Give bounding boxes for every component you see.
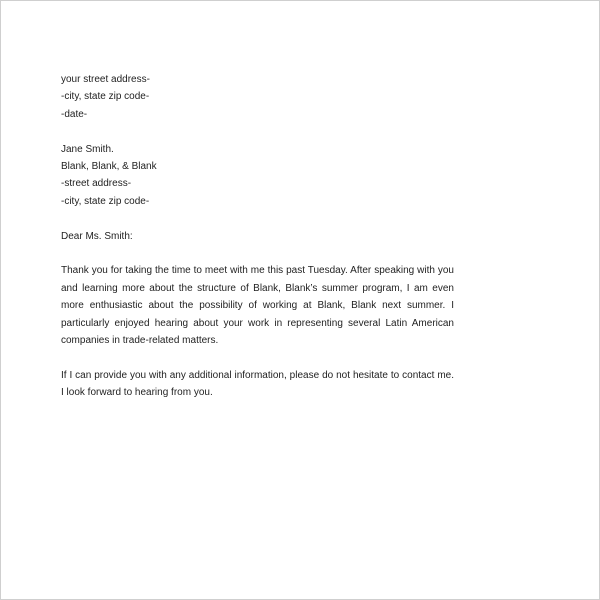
recipient-name: Jane Smith. — [61, 143, 114, 155]
sender-address-block — [61, 71, 454, 123]
salutation: Dear Ms. Smith: — [61, 230, 133, 242]
body-paragraph-1: Thank you for taking the time to meet with me this past Tuesday. After speaking with you and learning more about the structure of Blank, Blank’s summer program, I am even more enthusiastic about the possibility of working at Blank, Blank next summer. I particularly enjoyed hearing about your work in representing several Latin American companies in trade-related matters. — [61, 265, 454, 347]
sender-street: your street address- — [61, 74, 150, 85]
letter-date: -date- — [61, 108, 88, 120]
recipient-city: -city, state zip code- — [61, 195, 150, 207]
recipient-company: Blank, Blank, & Blank — [61, 161, 157, 173]
recipient-street: -street address- — [61, 178, 132, 190]
letter-body — [61, 71, 454, 402]
spacer — [61, 245, 454, 262]
spacer — [61, 210, 454, 227]
spacer — [61, 123, 454, 140]
recipient-address-block — [61, 141, 454, 211]
sender-city: -city, state zip code- — [61, 91, 150, 103]
spacer — [61, 349, 454, 366]
body-paragraph-2: If I can provide you with any additional information, please do not hesitate to contact me. I look forward to hearing from you. — [61, 369, 454, 399]
